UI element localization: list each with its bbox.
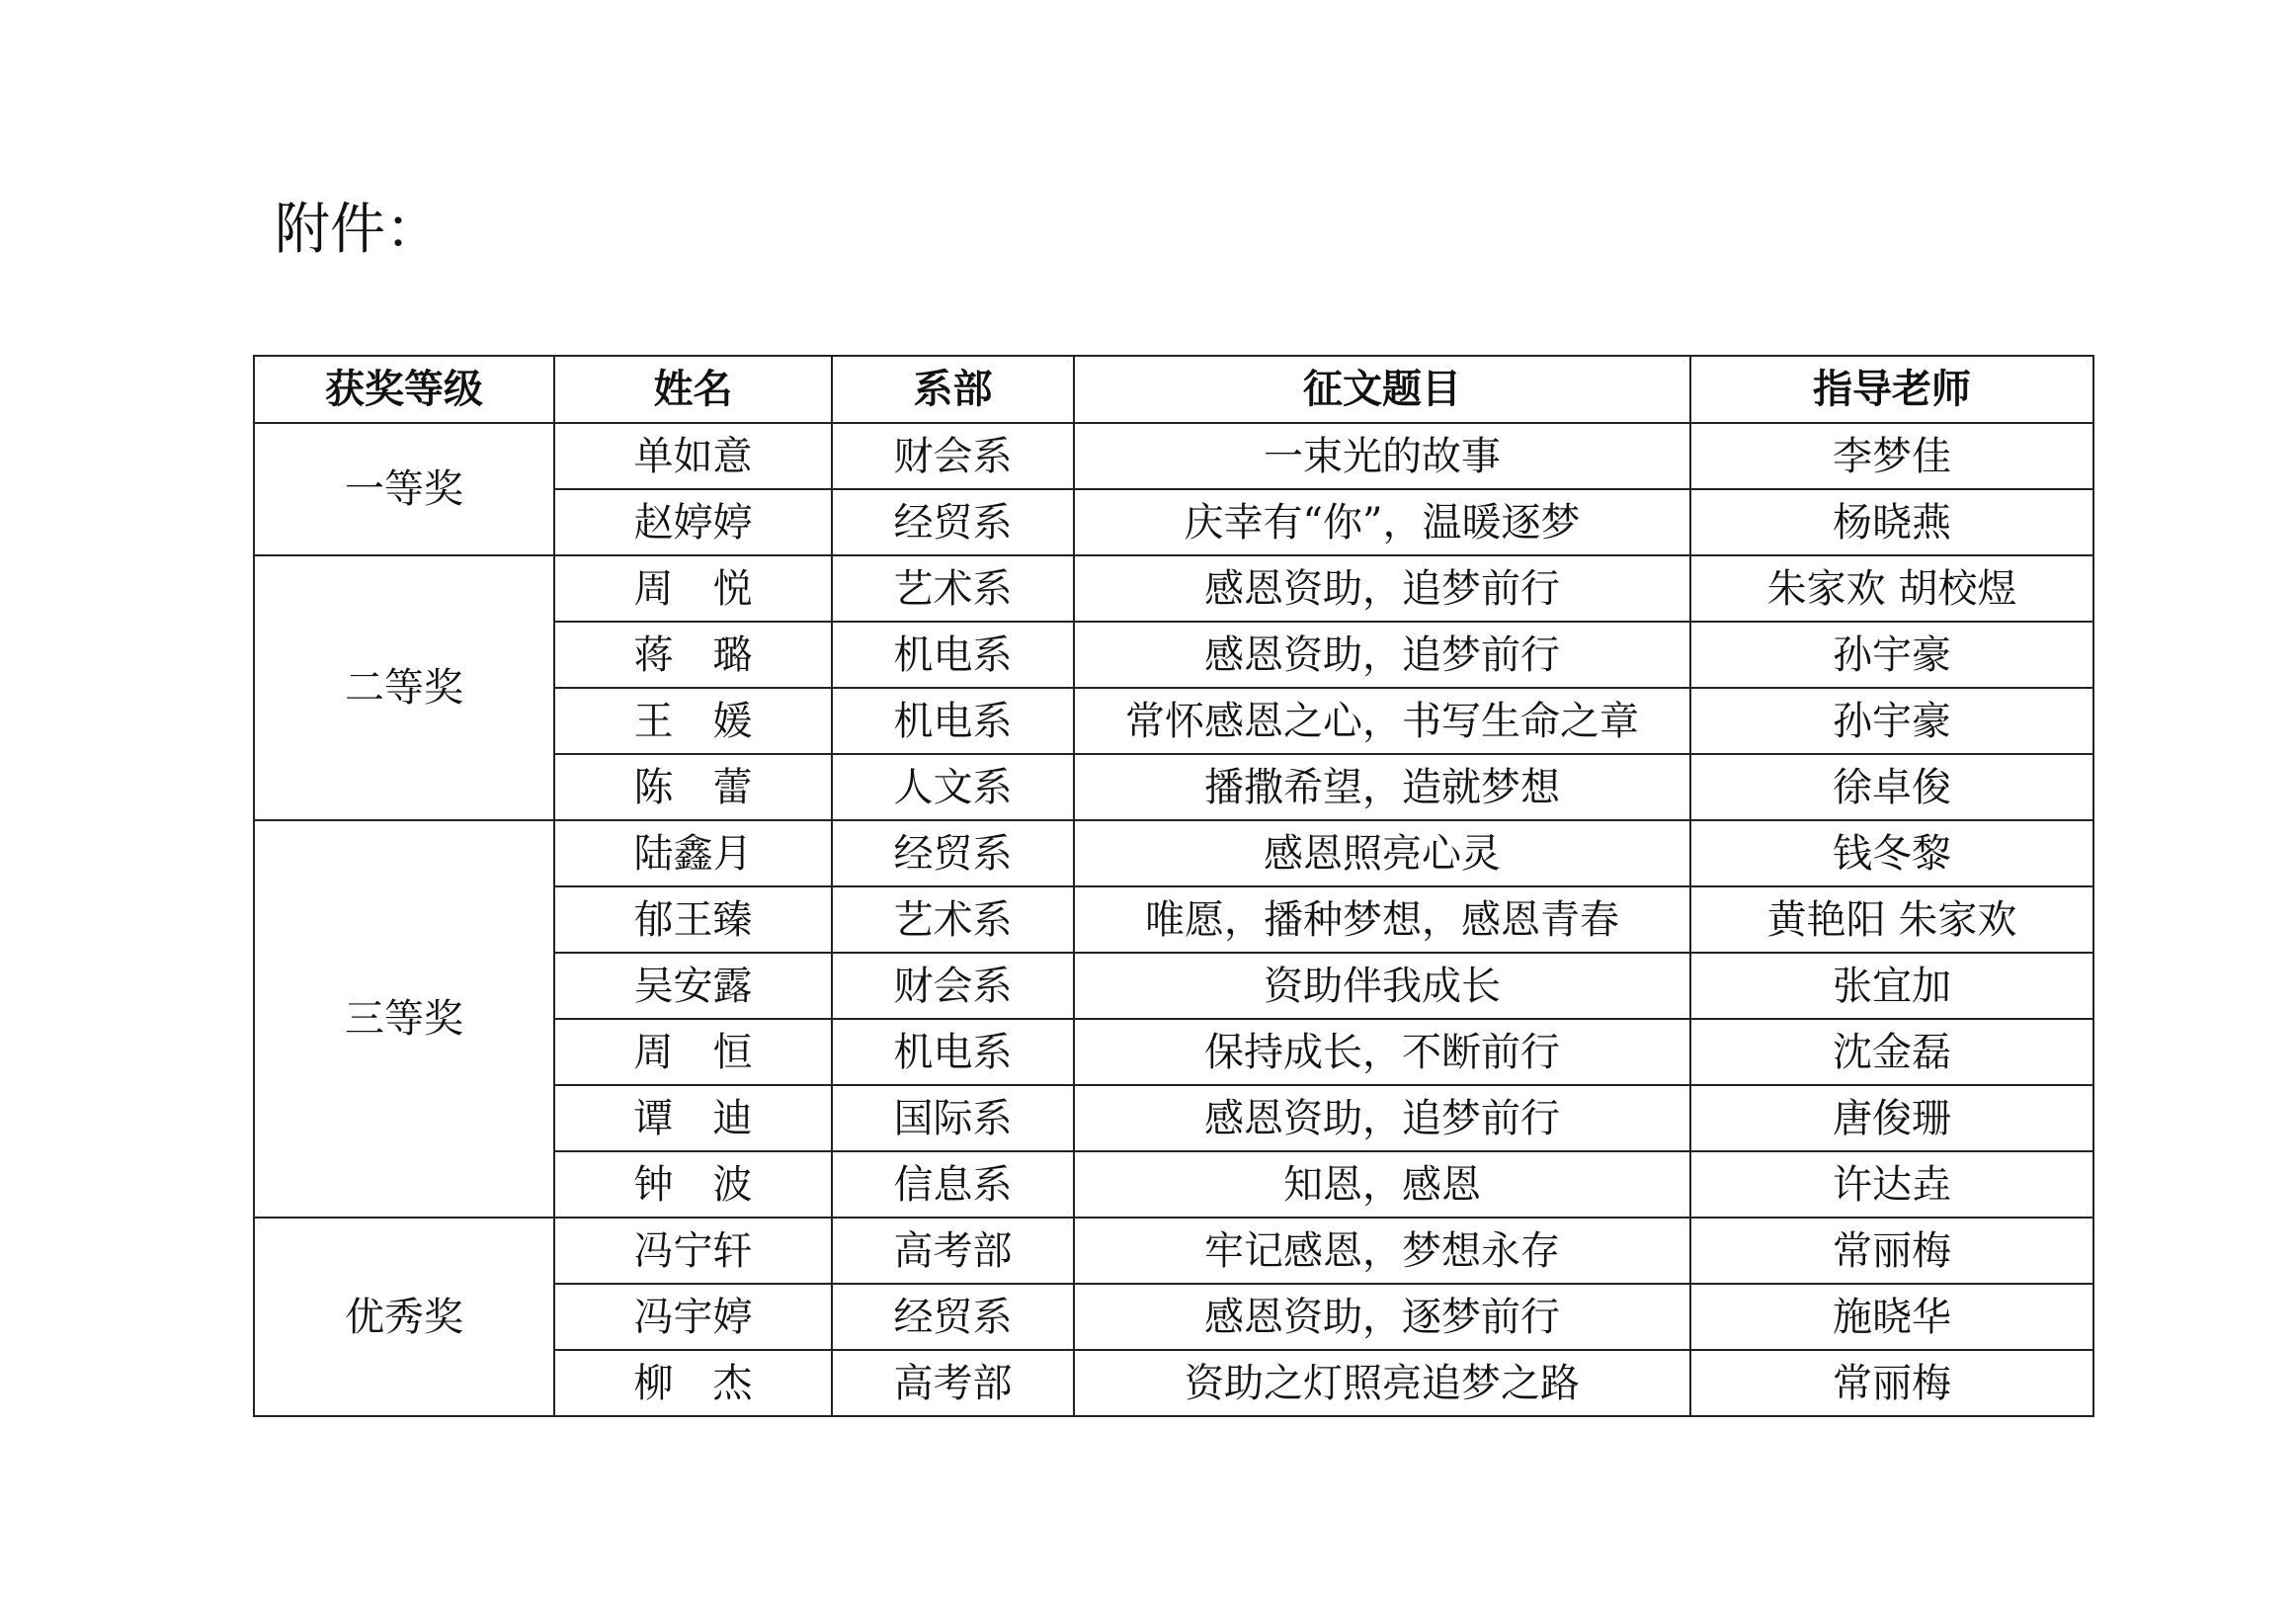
header-instructor: 指导老师	[1690, 356, 2093, 423]
instructor-cell: 常丽梅	[1690, 1350, 2093, 1416]
department-cell: 经贸系	[832, 820, 1074, 886]
department-cell: 机电系	[832, 1019, 1074, 1085]
instructor-cell: 施晓华	[1690, 1284, 2093, 1350]
instructor-cell: 孙宇豪	[1690, 622, 2093, 688]
student-name-cell: 吴安露	[554, 953, 832, 1019]
table-header-row	[254, 356, 2093, 423]
instructor-cell: 张宜加	[1690, 953, 2093, 1019]
instructor-cell: 孙宇豪	[1690, 688, 2093, 754]
department-cell: 机电系	[832, 688, 1074, 754]
table-row	[254, 555, 2093, 622]
department-cell: 财会系	[832, 953, 1074, 1019]
essay-title-cell: 保持成长，不断前行	[1074, 1019, 1690, 1085]
student-name-cell: 冯宇婷	[554, 1284, 832, 1350]
essay-title-cell: 感恩资助，逐梦前行	[1074, 1284, 1690, 1350]
awards-table-body	[254, 423, 2093, 1416]
essay-title-cell: 牢记感恩，梦想永存	[1074, 1218, 1690, 1284]
instructor-cell: 朱家欢 胡校煜	[1690, 555, 2093, 622]
header-name: 姓名	[554, 356, 832, 423]
department-cell: 信息系	[832, 1151, 1074, 1218]
instructor-cell: 杨晓燕	[1690, 489, 2093, 555]
department-cell: 经贸系	[832, 489, 1074, 555]
student-name-cell: 赵婷婷	[554, 489, 832, 555]
award-level-cell: 一等奖	[254, 423, 554, 555]
essay-title-cell: 知恩，感恩	[1074, 1151, 1690, 1218]
award-level-cell: 二等奖	[254, 555, 554, 820]
department-cell: 艺术系	[832, 886, 1074, 953]
student-name-cell: 冯宁轩	[554, 1218, 832, 1284]
instructor-cell: 徐卓俊	[1690, 754, 2093, 820]
student-name-cell: 陈 蕾	[554, 754, 832, 820]
essay-title-cell: 感恩资助，追梦前行	[1074, 555, 1690, 622]
header-essay-title: 征文题目	[1074, 356, 1690, 423]
essay-title-cell: 庆幸有“你”，温暖逐梦	[1074, 489, 1690, 555]
instructor-cell: 唐俊珊	[1690, 1085, 2093, 1151]
awards-table	[253, 355, 2094, 1417]
award-level-cell: 三等奖	[254, 820, 554, 1218]
department-cell: 高考部	[832, 1350, 1074, 1416]
student-name-cell: 柳 杰	[554, 1350, 832, 1416]
student-name-cell: 蒋 璐	[554, 622, 832, 688]
essay-title-cell: 常怀感恩之心，书写生命之章	[1074, 688, 1690, 754]
award-level-cell: 优秀奖	[254, 1218, 554, 1416]
department-cell: 机电系	[832, 622, 1074, 688]
attachment-heading: 附件：	[275, 198, 441, 262]
student-name-cell: 陆鑫月	[554, 820, 832, 886]
student-name-cell: 单如意	[554, 423, 832, 489]
student-name-cell: 周 悦	[554, 555, 832, 622]
instructor-cell: 钱冬黎	[1690, 820, 2093, 886]
instructor-cell: 许达垚	[1690, 1151, 2093, 1218]
department-cell: 国际系	[832, 1085, 1074, 1151]
student-name-cell: 周 恒	[554, 1019, 832, 1085]
student-name-cell: 郁王臻	[554, 886, 832, 953]
instructor-cell: 常丽梅	[1690, 1218, 2093, 1284]
table-row	[254, 1218, 2093, 1284]
essay-title-cell: 感恩资助，追梦前行	[1074, 1085, 1690, 1151]
essay-title-cell: 感恩资助，追梦前行	[1074, 622, 1690, 688]
department-cell: 高考部	[832, 1218, 1074, 1284]
student-name-cell: 钟 波	[554, 1151, 832, 1218]
department-cell: 财会系	[832, 423, 1074, 489]
instructor-cell: 黄艳阳 朱家欢	[1690, 886, 2093, 953]
department-cell: 艺术系	[832, 555, 1074, 622]
table-row	[254, 820, 2093, 886]
student-name-cell: 谭 迪	[554, 1085, 832, 1151]
essay-title-cell: 资助之灯照亮追梦之路	[1074, 1350, 1690, 1416]
essay-title-cell: 唯愿，播种梦想，感恩青春	[1074, 886, 1690, 953]
department-cell: 经贸系	[832, 1284, 1074, 1350]
essay-title-cell: 一束光的故事	[1074, 423, 1690, 489]
header-award-level: 获奖等级	[254, 356, 554, 423]
student-name-cell: 王 媛	[554, 688, 832, 754]
essay-title-cell: 感恩照亮心灵	[1074, 820, 1690, 886]
instructor-cell: 沈金磊	[1690, 1019, 2093, 1085]
essay-title-cell: 播撒希望，造就梦想	[1074, 754, 1690, 820]
instructor-cell: 李梦佳	[1690, 423, 2093, 489]
essay-title-cell: 资助伴我成长	[1074, 953, 1690, 1019]
header-department: 系部	[832, 356, 1074, 423]
department-cell: 人文系	[832, 754, 1074, 820]
table-row	[254, 423, 2093, 489]
